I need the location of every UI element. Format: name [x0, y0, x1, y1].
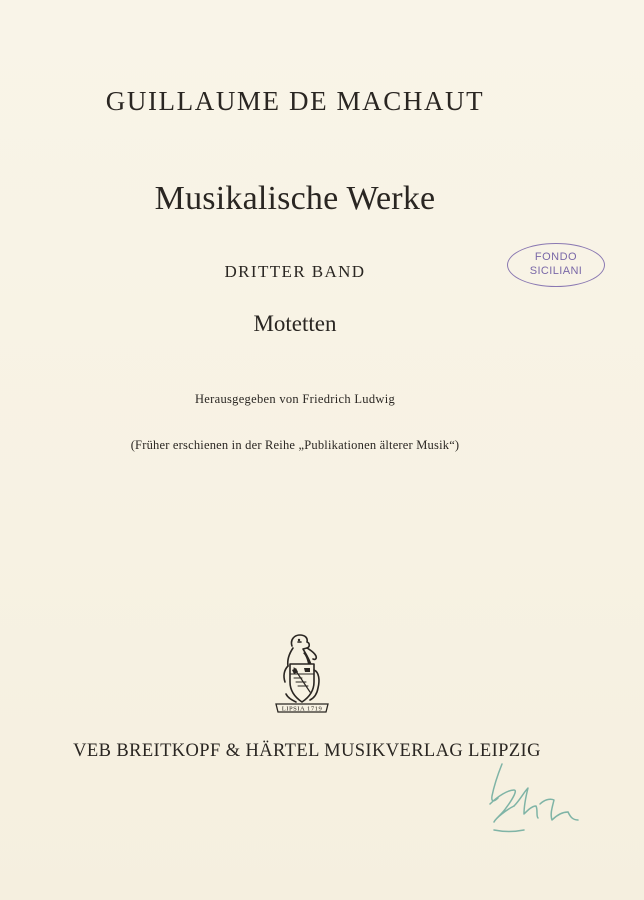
publisher-name: VEB BREITKOPF & HÄRTEL MUSIKVERLAG LEIPZIG — [73, 741, 541, 761]
publisher-emblem-icon — [272, 632, 332, 718]
stamp-line-1: FONDO — [534, 251, 578, 263]
stamp-line-2: SICILIANI — [529, 265, 583, 277]
library-stamp — [507, 243, 605, 287]
author-name: GUILLAUME DE MACHAUT — [105, 86, 485, 116]
volume-subtitle: Motetten — [253, 311, 337, 336]
work-title: Musikalische Werke — [154, 180, 436, 217]
editor-credit: Herausgegeben von Friedrich Ludwig — [194, 392, 396, 406]
publication-note: (Früher erschienen in der Reihe „Publikationen älterer Musik“) — [130, 438, 460, 452]
handwritten-signature-icon — [484, 760, 594, 846]
emblem-banner-text: LIPSIA 1719 — [281, 705, 323, 713]
volume-label: DRITTER BAND — [224, 262, 366, 281]
